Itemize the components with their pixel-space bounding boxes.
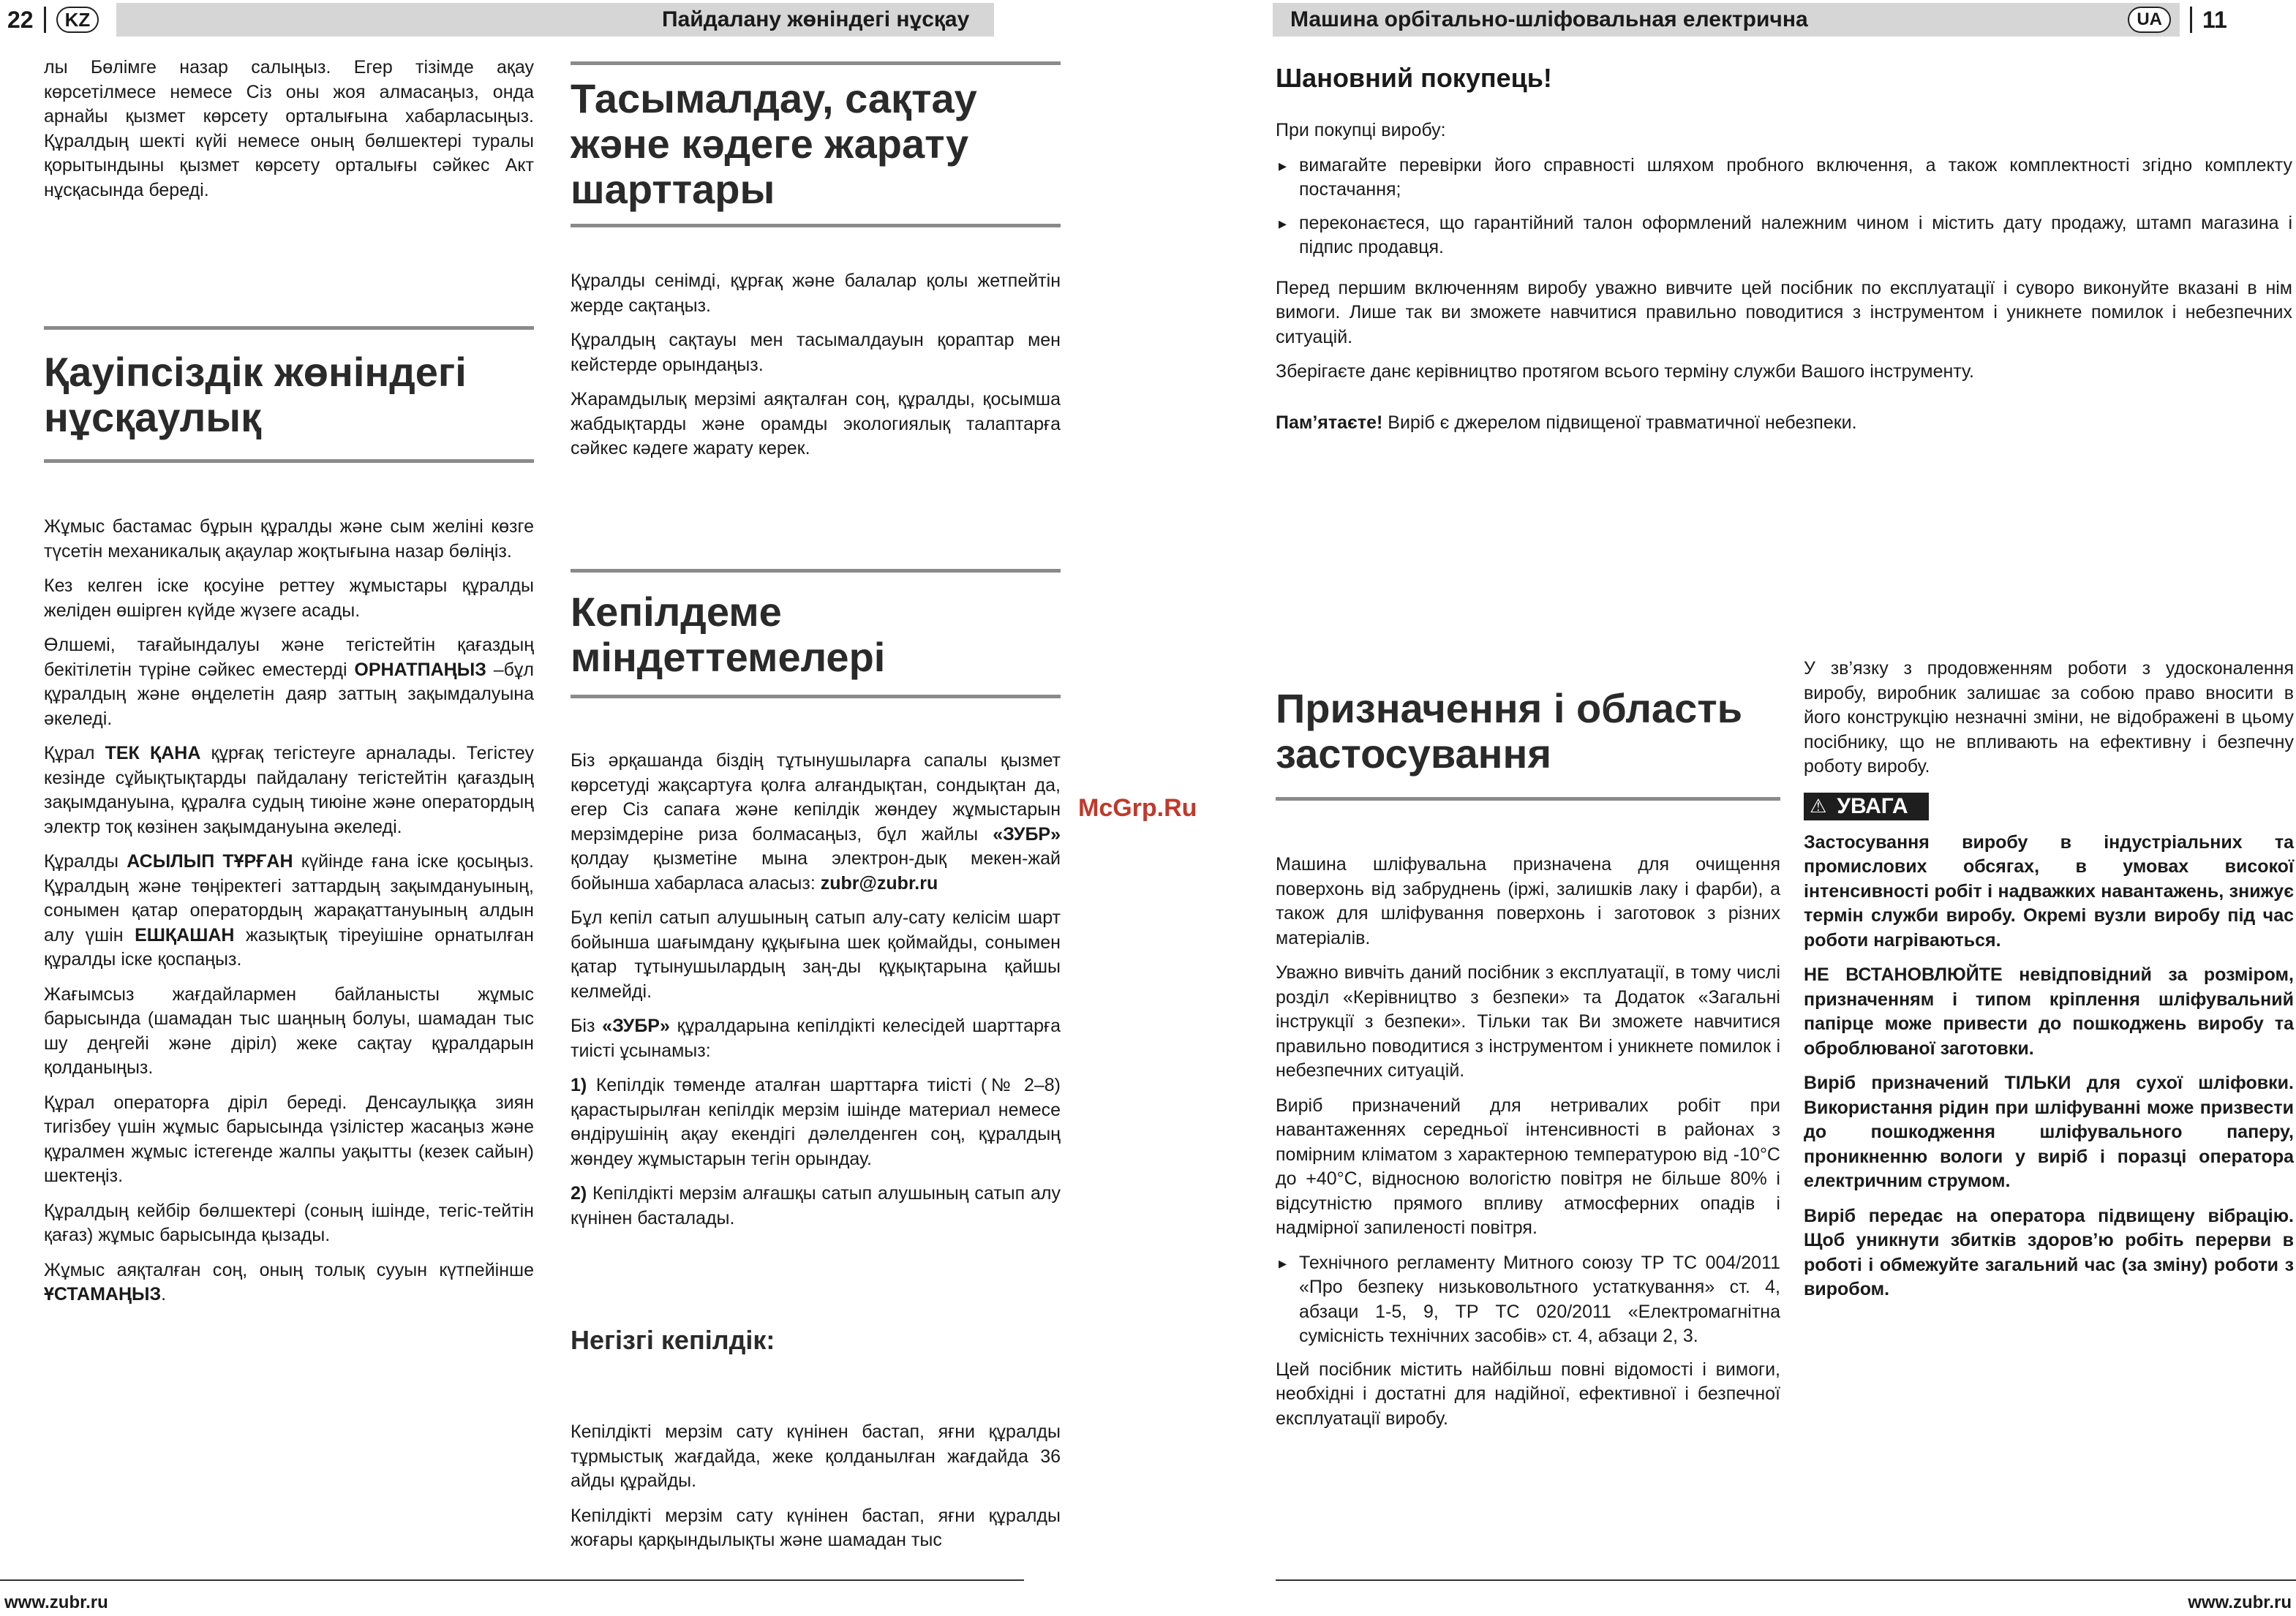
warranty-section-title: Кепілдеме міндеттемелері [571,589,886,680]
greeting-heading: Шановний покупець! [1276,63,1552,93]
purpose-bullet: ▸ Технічного регламенту Митного союзу ТР ТС 004/2011 «Про безпеку низьковольтного устаткування» ст. 4, абзаци 1-5, 9, ТР ТС 020/2011 «Електромагнітна сумісність технічних засобів» ст. 4, абзаци 2, 3. [1279,1252,1780,1346]
kz-transport-column [571,269,1061,472]
section-rule [571,695,1061,698]
intro-lead: При покупці виробу: [1276,120,1446,140]
improvement-note: У зв’язку з продовженням роботи з удосконалення виробу, виробник залишає за собою право вносити в його конструкцію незначні зміни, не відображені в цьому посібнику, що не впливають на ефективну і безпечну роботу виробу. [1804,658,2294,777]
kz-intro-text: лы Бөлімге назар салыңыз. Егер тізімде ақау көрсетілмесе немесе Сіз оны жоя алмасаңыз, онда арнайы қызмет көрсету орталығына хабарласыңыз. Құралдың шекті күйі немесе оның бөлшектері туралы қорытындыны қызмет көрсету орталығы сәйкес Акт нұсқасында береді. [44,57,534,200]
kz-warranty-column [571,749,1061,1241]
safety-paragraph: Жұмыс аяқталған соң, оның толық сууын күтпейінше ҰСТАМАҢЫЗ. [44,1259,534,1304]
intro-bullet: ▸ вимагайте перевірки його справності шляхом пробного включення, а також комплектності згідно комплекту постачання; [1279,154,2292,200]
section-rule [571,569,1061,573]
right-page [1214,0,2296,1616]
left-header [7,0,1024,39]
safety-section-title: Қауіпсіздік жөніндегі нұсқаулық [44,349,467,440]
warranty-paragraph: Біз «ЗУБР» құралдарына кепілдікті келесідей шарттарға тиісті ұсынамыз: [571,1016,1061,1061]
bullet-arrow-icon: ▸ [1279,214,1287,233]
footer-rule [0,1579,1024,1581]
section-rule [44,459,534,463]
basic-warranty-paragraph: Кепілдікті мерзім сату күнінен бастап, яғни құралды тұрмыстық жағдайда, жеке қолданылған жағдайда 36 айды құрайды. [571,1421,1061,1491]
safety-paragraph: Жағымсыз жағдайлармен байланысты жұмыс барысында (шамадан тыс шаңның болуы, шамадан тыс шу деңгейі және діріл) жеке сақтау құралдарын қолданыңыз. [44,983,534,1078]
lang-badge-kz: KZ [56,7,99,33]
left-page [0,0,1083,1616]
safety-paragraph: Жұмыс бастамас бұрын құралды және сым желіні көзге түсетін механикалық ақаулар жоқтығына назар бөліңіз. [44,516,534,562]
header-divider [44,7,46,33]
purpose-paragraph: Машина шліфувальна призначена для очищення поверхонь від забруднень (іржі, залишків лаку і фарби), а також для шліфування поверхонь і заготовок з різних матеріалів. [1276,854,1780,948]
safety-paragraph: Құралды АСЫЛЫП ТҰРҒАН күйінде ғана іске қосыңыз. Құралдың және төңіректегі заттардың зақымдануының, сонымен қатар оператордың жарақаттануының алдын алу үшін ЕШҚАШАН жазықтық тіреуішіне орнатылған құралды іске қоспаңыз. [44,851,534,970]
kz-intro-column [44,56,534,213]
left-page-number: 22 [7,6,34,33]
transport-paragraph: Құралдың сақтауы мен тасымалдауын қораптар мен кейстерде орындаңыз. [571,330,1061,375]
basic-warranty-paragraph: Кепілдікті мерзім сату күнінен бастап, яғни құралды жоғары қарқындылықты және шамадан тыс [571,1505,1061,1550]
section-rule [571,61,1061,65]
footer-rule [1276,1579,2296,1581]
purpose-section-title: Призначення і область застосування [1276,685,1743,777]
ua-purpose-column [1276,853,1780,1441]
purpose-paragraph: Виріб призначений для нетривалих робіт при навантаженнях середньої інтенсивності в районах з помірним кліматом з характерною температурою від -10°С до +40°С, відносною вологістю повітря не більше 80% і відсутністю прямого впливу атмосферних опадів і надмірної запиленості повітря. [1276,1095,1780,1238]
intro-bullet: ▸ переконаєтеся, що гарантійний талон оформлений належним чином і містить дату продажу, штамп магазина і підпис продавця. [1279,212,2292,257]
right-header-bar [1273,3,2180,37]
safety-paragraph: Құрал операторға діріл береді. Денсаулыққа зиян тигізбеу үшін жұмыс барысында үзілістер жасаңыз және құралмен жұмыс істегенде жалпы уақытты (кезек сайын) шектеңіз. [44,1092,534,1186]
bullet-arrow-icon: ▸ [1279,156,1287,175]
section-rule [1276,797,1780,801]
lang-badge-ua: UA [2128,7,2171,33]
safety-paragraph: Өлшемі, тағайындалуы және тегістейтін қағаздың бекітілетін түріне сәйкес еместерді ОРНАТПАҢЫЗ –бұл құралдың және өңделетін даяр заттың зақымдалуына әкеледі. [44,635,534,729]
remember-note: Пам’ятаєте! Виріб є джерелом підвищеної травматичної небезпеки. [1276,412,1857,433]
warranty-paragraph: 2) Кепілдікті мерзім алғашқы сатып алушының сатып алу күнінен басталады. [571,1183,1061,1228]
warranty-paragraph: 1) Кепілдік төменде аталған шарттарға тиісті (№ 2–8) қарастырылған кепілдік мерзім ішінде материал немесе өндірушінің ақау екендігі дәлелденген соң, құралдың жөндеу жұмыстарын тегін орындау. [571,1075,1061,1169]
left-header-title: Пайдалану жөніндегі нұсқау [662,7,970,31]
right-header-title: Машина орбітально-шліфовальная електрична [1290,7,1808,31]
kz-basic-warranty-column [571,1420,1061,1563]
header-divider [2190,7,2192,33]
warning-label: ⚠ УВАГА [1804,793,1929,820]
safety-paragraph: Құрал ТЕК ҚАНА құрғақ тегістеуге арналады. Тегістеу кезінде сұйықтықтарды пайдалану тегістейтін қағаздың зақымдануына, құралға судың тиюіне және оператордың электр тоқ көзінен зақымдануына әкеледі. [44,743,535,837]
warranty-paragraph: Біз әрқашанда біздің тұтынушыларға сапалы қызмет көрсетуді жақсартуға қолға алғандықтан, сондықтан да, егер Сіз сапаға және кепілдік жөндеу жұмыстарын мерзімдеріне риза болмасаңыз, бұл жайлы «ЗУБР» қолдау қызметіне мына электрон-дық мекен-жай бойынша хабарласа аласыз: zubr@zubr.ru [571,750,1061,894]
bullet-arrow-icon: ▸ [1279,1253,1287,1272]
section-rule [44,326,534,330]
section-rule [571,224,1061,227]
warning-paragraph: НЕ ВСТАНОВЛЮЙТЕ невідповідний за розміром, призначенням і типом кріплення шліфувальний папірце може привести до пошкоджень виробу та оброблюваної заготовки. [1804,964,2294,1059]
transport-paragraph: Құралды сенімді, құрғақ және балалар қолы жетпейтін жерде сақтаңыз. [571,271,1061,316]
warning-paragraph: Виріб призначений ТІЛЬКИ для сухої шліфовки. Використання рідин при шліфуванні може призвести до пошкодження шліфувального паперу, проникненню вологи у виріб і поразці оператора електричним струмом. [1804,1073,2294,1191]
left-footer-url[interactable]: www.zubr.ru [4,1593,108,1612]
left-header-bar [116,3,994,37]
purpose-paragraph: Уважно вивчіть даний посібник з експлуатації, в тому числі розділ «Керівництво з безпеки» та Додаток «Загальні інструкції з безпеки». Тільки так Ви зможете навчитися правильно поводитися з інструментом і уникнете помилок і небезпечних ситуацій. [1276,962,1780,1081]
warranty-paragraph: Бұл кепіл сатып алушының сатып алу-сату келісім шарт бойынша шағымдану құқығына шек қоймайды, сонымен қатар тұтынушылардың заң-ды құқықтарына қайшы келмейді. [571,907,1061,1002]
ua-warning-column [1804,657,2294,1313]
right-footer-url[interactable]: www.zubr.ru [2188,1593,2292,1612]
watermark-text: McGrp.Ru [1078,794,1197,822]
transport-paragraph: Жарамдылық мерзімі аяқталған соң, құралды, қосымша жабдықтарды және орамды экологиялық талаптарға сәйкес кәдеге жарату керек. [571,389,1061,458]
safety-paragraph: Құралдың кейбір бөлшектері (соның ішінде, тегіс-тейтін қағаз) жұмыс барысында қызады. [44,1200,534,1245]
ua-intro-column [1276,58,2292,445]
right-header [1273,0,2296,39]
basic-warranty-title: Негізгі кепілдік: [571,1325,775,1355]
right-page-number: 11 [2202,6,2227,33]
safety-paragraph: Кез келген іске қосуіне реттеу жұмыстары құралды желіден өшірген күйде жүзеге асады. [44,575,534,621]
purpose-paragraph: Цей посібник містить найбільш повні відомості і вимоги, необхідні і достатні для надійної, ефективної і безпечної експлуатації виробу. [1276,1359,1780,1429]
intro-paragraph: Перед першим включенням виробу уважно вивчите цей посібник по експлуатації і суворо виконуйте вказані в нім вимоги. Лише так ви зможете навчитися правильно поводитися з інструментом і уникнете помилок і небезпечних ситуацій. [1276,277,2292,347]
warning-paragraph: Виріб передає на оператора підвищену вібрацію. Щоб уникнути збитків здоров’ю робіть перерви в роботі і обмежуйте загальний час (за зміну) роботи з виробом. [1804,1205,2294,1299]
intro-paragraph: Зберігаєте данє керівництво протягом всього терміну служби Вашого інструменту. [1276,361,1974,382]
kz-safety-column [44,515,534,1318]
warning-icon: ⚠ [1810,794,1827,817]
transport-section-title: Тасымалдау, сақтау және кәдеге жарату шарттары [571,75,977,212]
warning-paragraph: Застосування виробу в індустріальних та промислових обсягах, в умовах високої інтенсивності робіт і надважких навантажень, знижує термін служби виробу. Окремі вузли виробу під час роботи нагріваються. [1804,831,2294,951]
